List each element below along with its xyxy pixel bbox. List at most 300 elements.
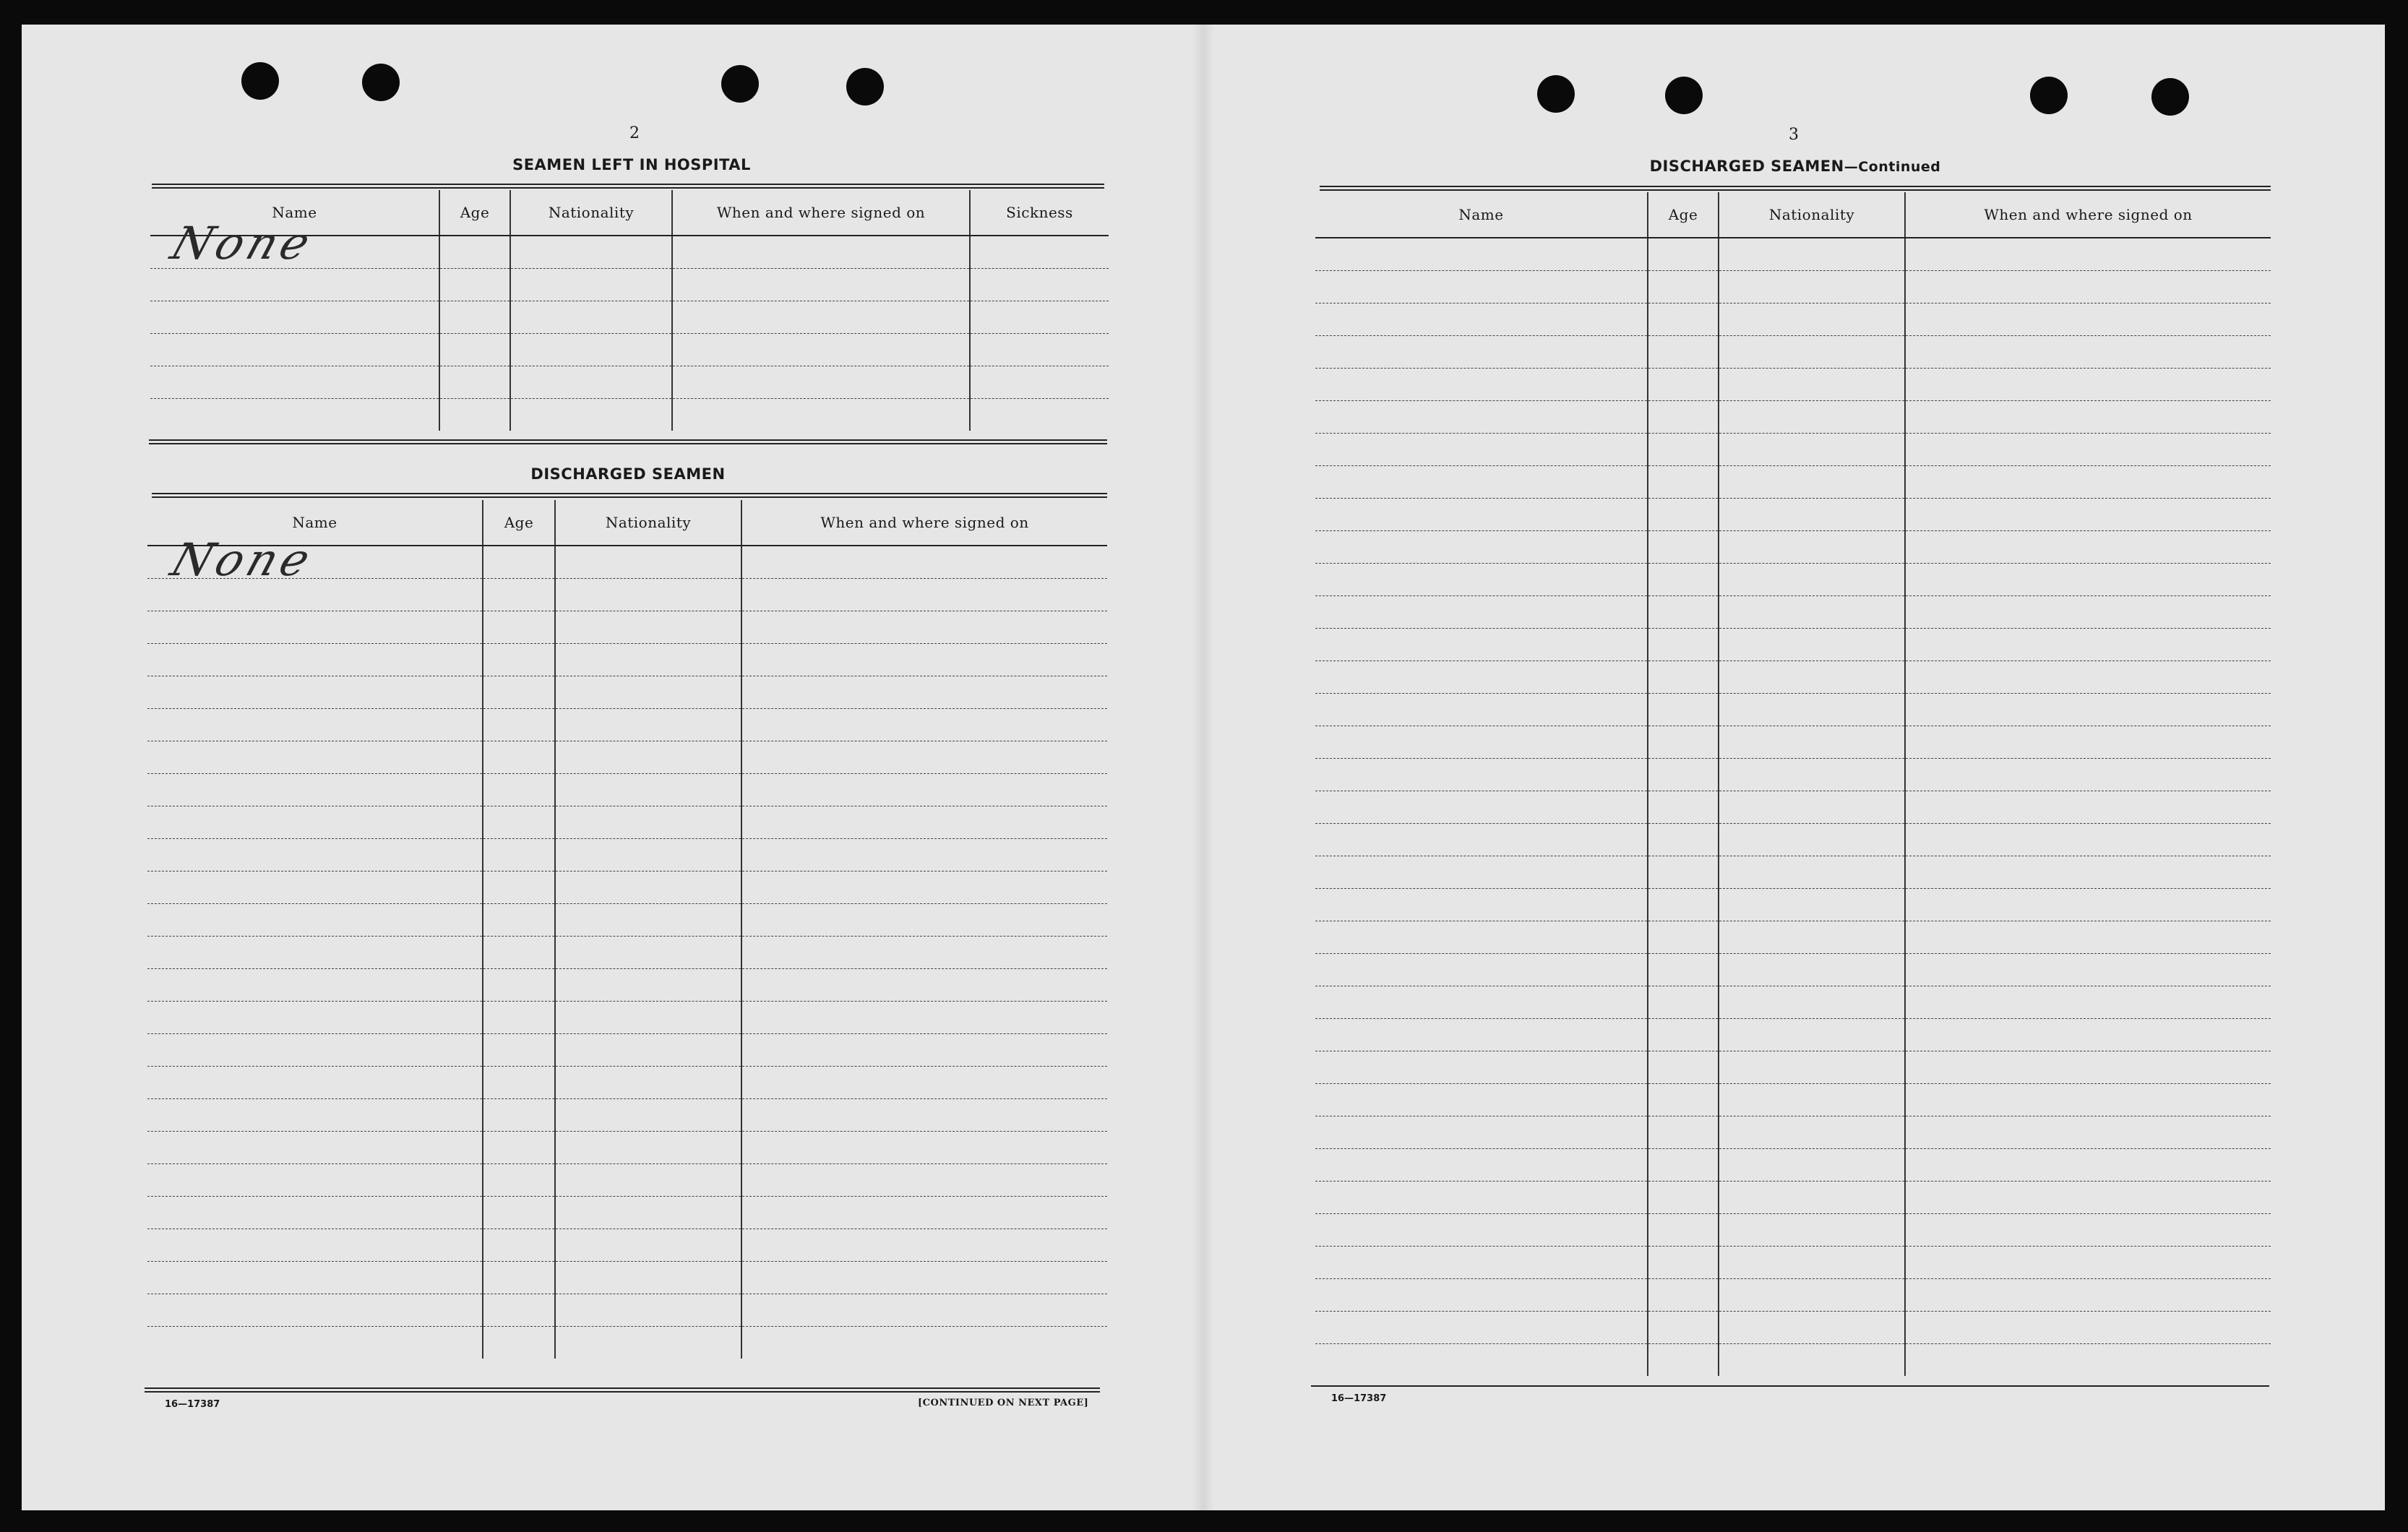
form-row — [1315, 791, 2271, 824]
form-cell — [1648, 726, 1719, 759]
form-cell — [555, 1262, 741, 1294]
form-cell — [1315, 1116, 1648, 1149]
form-cell — [1905, 759, 2271, 791]
form-cell — [1905, 1182, 2271, 1214]
form-cell — [741, 1002, 1107, 1034]
form-cell — [1315, 986, 1648, 1019]
form-row — [147, 709, 1107, 741]
form-row — [1315, 921, 2271, 954]
form-row — [1315, 596, 2271, 629]
form-cell — [555, 611, 741, 644]
form-cell — [1648, 564, 1719, 596]
form-cell — [147, 676, 483, 709]
form-cell — [672, 301, 970, 334]
continued-table-header — [1315, 192, 2271, 238]
form-row — [147, 839, 1107, 872]
form-row — [147, 969, 1107, 1002]
form-cell — [147, 1132, 483, 1164]
form-cell — [483, 611, 555, 644]
form-cell — [1315, 954, 1648, 986]
form-cell — [1905, 889, 2271, 921]
form-cell — [1905, 1149, 2271, 1182]
form-row — [147, 644, 1107, 676]
form-cell — [1719, 564, 1905, 596]
punch-hole — [721, 65, 759, 103]
continued-note: [CONTINUED ON NEXT PAGE] — [918, 1398, 1089, 1408]
form-row — [1315, 759, 2271, 791]
form-cell — [1719, 499, 1905, 531]
form-cell — [1315, 726, 1648, 759]
form-cell — [1719, 434, 1905, 466]
form-cell — [1719, 401, 1905, 434]
form-cell — [1719, 856, 1905, 889]
form-cell — [147, 1262, 483, 1294]
form-row — [147, 937, 1107, 969]
form-cell — [1315, 661, 1648, 694]
form-cell — [970, 366, 1109, 399]
form-cell — [555, 872, 741, 904]
form-cell — [1315, 238, 1648, 271]
form-cell — [483, 644, 555, 676]
form-row — [147, 611, 1107, 644]
form-cell — [741, 839, 1107, 872]
form-row — [1315, 238, 2271, 271]
form-cell — [1648, 694, 1719, 726]
form-cell — [1648, 1019, 1719, 1051]
form-row — [1315, 661, 2271, 694]
form-row — [147, 872, 1107, 904]
form-number-left: 16—17387 — [165, 1399, 220, 1410]
form-cell — [1315, 304, 1648, 336]
form-cell — [1719, 1312, 1905, 1344]
form-cell — [741, 611, 1107, 644]
form-cell — [483, 1262, 555, 1294]
form-cell — [1648, 531, 1719, 564]
form-cell — [510, 236, 672, 269]
form-number-right: 16—17387 — [1331, 1393, 1387, 1404]
form-cell — [1905, 824, 2271, 856]
handwritten-none-discharged: None — [165, 533, 322, 586]
form-cell — [1905, 661, 2271, 694]
form-cell — [1648, 271, 1719, 304]
form-cell — [1905, 856, 2271, 889]
form-cell — [1719, 629, 1905, 661]
form-cell — [1719, 271, 1905, 304]
form-cell — [1905, 954, 2271, 986]
page-fold — [1192, 25, 1214, 1510]
form-cell — [672, 399, 970, 431]
form-row — [1315, 889, 2271, 921]
form-cell — [1719, 238, 1905, 271]
form-row — [147, 1229, 1107, 1262]
form-cell — [483, 546, 555, 579]
form-cell — [1719, 921, 1905, 954]
form-cell — [483, 741, 555, 774]
form-cell — [483, 1002, 555, 1034]
form-cell — [1905, 726, 2271, 759]
form-cell — [1648, 1247, 1719, 1279]
form-row — [1315, 564, 2271, 596]
form-row — [1315, 1051, 2271, 1084]
form-cell — [510, 269, 672, 301]
punch-hole — [2030, 77, 2068, 114]
form-cell — [150, 269, 439, 301]
form-cell — [1315, 1084, 1648, 1116]
form-cell — [741, 904, 1107, 937]
form-cell — [741, 546, 1107, 579]
form-cell — [1648, 369, 1719, 401]
form-row — [147, 806, 1107, 839]
form-row — [1315, 694, 2271, 726]
form-cell — [555, 1294, 741, 1327]
form-cell — [1315, 921, 1648, 954]
form-row — [1315, 1312, 2271, 1344]
form-cell — [483, 676, 555, 709]
form-cell — [1648, 1182, 1719, 1214]
form-cell — [483, 806, 555, 839]
form-cell — [672, 334, 970, 366]
form-cell — [147, 1099, 483, 1132]
form-cell — [555, 1034, 741, 1067]
form-cell — [483, 1327, 555, 1359]
form-cell — [1719, 1182, 1905, 1214]
form-cell — [510, 301, 672, 334]
title-continued: —Continued — [1844, 159, 1941, 175]
form-cell — [150, 301, 439, 334]
form-row — [147, 1164, 1107, 1197]
form-cell — [147, 839, 483, 872]
form-cell — [147, 806, 483, 839]
handwritten-none-hospital: None — [165, 217, 322, 270]
form-cell — [1315, 1019, 1648, 1051]
form-row — [1315, 1116, 2271, 1149]
form-row — [1315, 629, 2271, 661]
form-cell — [1648, 1214, 1719, 1247]
column-header-name: Name — [150, 190, 439, 236]
form-cell — [510, 334, 672, 366]
form-cell — [483, 904, 555, 937]
form-cell — [1315, 1182, 1648, 1214]
form-cell — [672, 366, 970, 399]
punch-hole — [846, 68, 884, 106]
form-cell — [741, 579, 1107, 611]
form-cell — [1648, 401, 1719, 434]
form-cell — [741, 741, 1107, 774]
form-cell — [1648, 791, 1719, 824]
hospital-table-bottom-rule — [149, 439, 1107, 444]
column-header-signed-on: When and where signed on — [672, 190, 970, 236]
form-cell — [1315, 401, 1648, 434]
form-cell — [1315, 1051, 1648, 1084]
form-cell — [1315, 1279, 1648, 1312]
form-cell — [970, 334, 1109, 366]
form-cell — [147, 709, 483, 741]
form-row — [1315, 824, 2271, 856]
form-cell — [1719, 759, 1905, 791]
form-cell — [741, 937, 1107, 969]
form-cell — [1719, 1344, 1905, 1377]
form-cell — [1315, 694, 1648, 726]
form-cell — [1648, 336, 1719, 369]
form-cell — [1719, 596, 1905, 629]
form-cell — [1719, 889, 1905, 921]
form-cell — [1905, 401, 2271, 434]
discharged-table-top-rule — [152, 493, 1107, 498]
form-cell — [1315, 889, 1648, 921]
punch-hole — [2151, 78, 2189, 116]
form-cell — [741, 1294, 1107, 1327]
form-cell — [1648, 986, 1719, 1019]
form-cell — [483, 839, 555, 872]
hospital-table-top-rule — [152, 184, 1104, 189]
form-row — [147, 904, 1107, 937]
form-cell — [555, 741, 741, 774]
form-cell — [1315, 434, 1648, 466]
form-cell — [1719, 1019, 1905, 1051]
form-cell — [1648, 1279, 1719, 1312]
form-row — [1315, 1247, 2271, 1279]
column-header-signed-on: When and where signed on — [1905, 192, 2271, 238]
form-cell — [555, 1002, 741, 1034]
form-cell — [1648, 1084, 1719, 1116]
column-header-name: Name — [1315, 192, 1648, 238]
form-cell — [1719, 369, 1905, 401]
form-row — [1315, 1279, 2271, 1312]
form-cell — [1315, 759, 1648, 791]
column-header-age: Age — [483, 500, 555, 546]
form-cell — [1719, 531, 1905, 564]
form-cell — [1905, 1344, 2271, 1377]
form-row — [150, 334, 1109, 366]
continued-table-top-rule — [1320, 186, 2271, 191]
form-cell — [1648, 1149, 1719, 1182]
form-cell — [483, 1099, 555, 1132]
form-cell — [555, 904, 741, 937]
form-cell — [439, 366, 510, 399]
form-cell — [147, 774, 483, 806]
form-cell — [147, 1034, 483, 1067]
form-cell — [1719, 1149, 1905, 1182]
form-cell — [147, 611, 483, 644]
form-cell — [1315, 336, 1648, 369]
form-row — [1315, 499, 2271, 531]
form-cell — [1719, 1214, 1905, 1247]
form-cell — [1905, 434, 2271, 466]
form-row — [147, 1099, 1107, 1132]
form-cell — [1719, 694, 1905, 726]
form-row — [1315, 954, 2271, 986]
form-cell — [1648, 1116, 1719, 1149]
form-cell — [741, 676, 1107, 709]
form-row — [1315, 336, 2271, 369]
form-row — [150, 399, 1109, 431]
form-cell — [1315, 1247, 1648, 1279]
form-cell — [672, 236, 970, 269]
form-cell — [555, 969, 741, 1002]
form-cell — [1719, 336, 1905, 369]
form-cell — [1905, 564, 2271, 596]
form-cell — [1905, 271, 2271, 304]
form-cell — [150, 334, 439, 366]
form-cell — [1315, 466, 1648, 499]
form-row — [147, 676, 1107, 709]
form-cell — [1648, 759, 1719, 791]
punch-hole — [1665, 77, 1703, 114]
discharged-table-bottom-rule — [145, 1387, 1100, 1393]
form-cell — [1905, 304, 2271, 336]
form-cell — [483, 774, 555, 806]
form-cell — [1905, 1214, 2271, 1247]
form-cell — [1315, 824, 1648, 856]
form-cell — [483, 1034, 555, 1067]
form-cell — [1905, 466, 2271, 499]
form-cell — [555, 579, 741, 611]
form-cell — [483, 969, 555, 1002]
form-cell — [483, 872, 555, 904]
form-row — [1315, 1344, 2271, 1377]
form-cell — [1905, 629, 2271, 661]
form-cell — [1315, 856, 1648, 889]
form-cell — [1648, 661, 1719, 694]
form-row — [150, 269, 1109, 301]
punch-hole — [241, 62, 279, 100]
form-cell — [1905, 499, 2271, 531]
form-cell — [483, 709, 555, 741]
form-cell — [1719, 304, 1905, 336]
form-cell — [1648, 596, 1719, 629]
form-row — [1315, 466, 2271, 499]
form-cell — [1315, 531, 1648, 564]
form-cell — [741, 1229, 1107, 1262]
form-cell — [1719, 1084, 1905, 1116]
form-row — [1315, 986, 2271, 1019]
form-cell — [1719, 791, 1905, 824]
form-row — [1315, 856, 2271, 889]
form-cell — [483, 1294, 555, 1327]
form-cell — [150, 399, 439, 431]
form-row — [1315, 369, 2271, 401]
form-cell — [147, 969, 483, 1002]
form-cell — [147, 1067, 483, 1099]
form-row — [147, 1327, 1107, 1359]
column-header-sickness: Sickness — [970, 190, 1109, 236]
form-cell — [1315, 499, 1648, 531]
form-cell — [147, 1294, 483, 1327]
form-cell — [1719, 824, 1905, 856]
form-cell — [555, 1197, 741, 1229]
form-cell — [1905, 921, 2271, 954]
form-cell — [1905, 1247, 2271, 1279]
form-cell — [741, 806, 1107, 839]
form-cell — [1648, 954, 1719, 986]
form-row — [147, 1197, 1107, 1229]
form-cell — [1905, 238, 2271, 271]
form-cell — [1648, 304, 1719, 336]
continued-table-bottom-rule — [1311, 1385, 2269, 1387]
column-header-signed-on: When and where signed on — [741, 500, 1107, 546]
form-cell — [555, 937, 741, 969]
form-cell — [1648, 824, 1719, 856]
column-header-name: Name — [147, 500, 483, 546]
page-number-right: 3 — [1789, 126, 1799, 144]
form-cell — [439, 269, 510, 301]
form-row — [1315, 531, 2271, 564]
form-cell — [1315, 564, 1648, 596]
form-cell — [741, 1197, 1107, 1229]
form-row — [147, 1034, 1107, 1067]
form-cell — [1315, 271, 1648, 304]
form-cell — [1648, 499, 1719, 531]
form-cell — [1719, 954, 1905, 986]
punch-hole — [1537, 75, 1575, 113]
form-cell — [1648, 889, 1719, 921]
form-cell — [1719, 1116, 1905, 1149]
form-row — [1315, 434, 2271, 466]
form-cell — [483, 1197, 555, 1229]
punch-hole — [362, 64, 400, 101]
form-cell — [555, 774, 741, 806]
form-cell — [1648, 1344, 1719, 1377]
form-cell — [483, 1229, 555, 1262]
form-cell — [555, 839, 741, 872]
form-row — [1315, 401, 2271, 434]
form-row — [1315, 726, 2271, 759]
form-cell — [147, 937, 483, 969]
form-row — [147, 1294, 1107, 1327]
form-cell — [147, 741, 483, 774]
form-row — [1315, 1149, 2271, 1182]
page-number-left: 2 — [629, 124, 640, 142]
form-cell — [1905, 1312, 2271, 1344]
form-cell — [1719, 986, 1905, 1019]
form-cell — [483, 937, 555, 969]
form-cell — [510, 399, 672, 431]
column-header-nationality: Nationality — [510, 190, 672, 236]
form-cell — [483, 1132, 555, 1164]
column-header-nationality: Nationality — [555, 500, 741, 546]
form-row — [150, 366, 1109, 399]
form-cell — [741, 644, 1107, 676]
form-cell — [147, 872, 483, 904]
form-row — [1315, 1019, 2271, 1051]
form-cell — [510, 366, 672, 399]
form-cell — [741, 1034, 1107, 1067]
form-cell — [1905, 369, 2271, 401]
form-cell — [1315, 1149, 1648, 1182]
form-cell — [741, 1164, 1107, 1197]
continued-table — [1315, 192, 2271, 1376]
form-row — [147, 1132, 1107, 1164]
form-cell — [1905, 986, 2271, 1019]
form-cell — [741, 1327, 1107, 1359]
form-cell — [970, 269, 1109, 301]
form-cell — [439, 334, 510, 366]
form-cell — [1315, 1214, 1648, 1247]
form-row — [1315, 304, 2271, 336]
form-cell — [147, 904, 483, 937]
form-cell — [1905, 1279, 2271, 1312]
discharged-section-title: DISCHARGED SEAMEN — [530, 465, 726, 483]
form-cell — [1648, 238, 1719, 271]
form-cell — [741, 774, 1107, 806]
discharged-continued-title — [1320, 158, 2271, 175]
form-cell — [555, 676, 741, 709]
form-cell — [147, 1164, 483, 1197]
form-cell — [147, 1327, 483, 1359]
form-cell — [555, 1099, 741, 1132]
form-cell — [147, 1197, 483, 1229]
discharged-table — [147, 500, 1107, 1359]
